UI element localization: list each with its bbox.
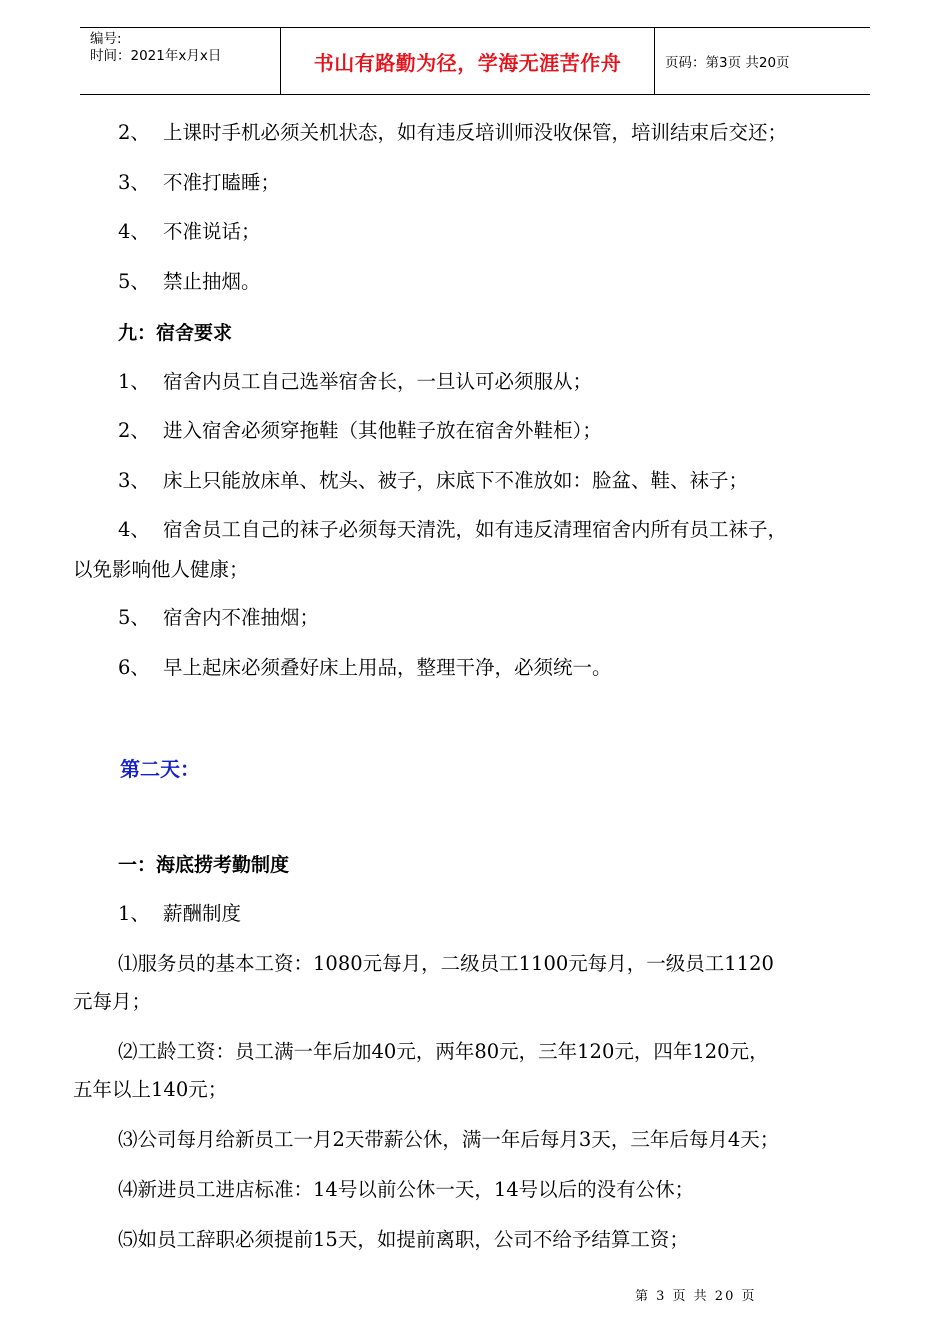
list-item	[118, 270, 261, 294]
code-label: 编号:	[90, 31, 122, 47]
item-number: 6、	[118, 656, 150, 679]
item-number: 1、	[118, 902, 150, 925]
header-page-info: 页码：第3页 共20页	[665, 55, 790, 71]
item-number: 3、	[118, 171, 150, 194]
section-heading-attendance: 一：海底捞考勤制度	[118, 854, 290, 876]
item-text: 不准打瞌睡；	[163, 171, 281, 194]
item-text: 进入宿舍必须穿拖鞋（其他鞋子放在宿舍外鞋柜）；	[163, 419, 602, 442]
list-item	[118, 902, 241, 926]
item-number: 5、	[118, 270, 150, 293]
day-heading: 第二天：	[120, 757, 200, 781]
item-text: 床上只能放床单、枕头、被子，床底下不准放如：脸盆、鞋、袜子；	[163, 469, 749, 492]
item-number: 4、	[118, 518, 150, 541]
item-continuation: 以免影响他人健康；	[73, 558, 249, 581]
paragraph-item: ⑸如员工辞职必须提前15天，如提前离职，公司不给予结算工资；	[118, 1228, 689, 1251]
list-item	[118, 469, 748, 493]
section-heading-dorm: 九：宿舍要求	[118, 322, 233, 344]
item-text: 禁止抽烟。	[163, 270, 261, 293]
list-item	[118, 220, 261, 244]
time-label: 时间：2021年x月x日	[90, 48, 222, 64]
header-meta	[80, 28, 281, 94]
item-text: 早上起床必须叠好床上用品，整理干净，必须统一。	[163, 656, 612, 679]
item-number: 1、	[118, 370, 150, 393]
list-item	[118, 171, 280, 195]
item-text: 宿舍内不准抽烟；	[163, 606, 320, 629]
item-text: 不准说话；	[163, 220, 261, 243]
list-item	[118, 121, 787, 145]
item-text: 薪酬制度	[163, 902, 242, 925]
item-text: 宿舍内员工自己选举宿舍长，一旦认可必须服从；	[163, 370, 593, 393]
paragraph-item: ⑷新进员工进店标准：14号以前公休一天，14号以后的没有公休；	[118, 1178, 695, 1201]
item-number: 2、	[118, 121, 150, 144]
list-item	[118, 370, 592, 394]
list-item	[118, 518, 787, 542]
item-text: 宿舍员工自己的袜子必须每天清洗，如有违反清理宿舍内所有员工袜子，	[163, 518, 788, 541]
list-item	[118, 606, 319, 630]
page-header	[80, 27, 870, 95]
paragraph-item: ⑶公司每月给新员工一月2天带薪公休，满一年后每月3天，三年后每月4天；	[118, 1128, 780, 1151]
page-footer: 第 3 页 共 20 页	[635, 1289, 757, 1304]
item-number: 5、	[118, 606, 150, 629]
item-text: 上课时手机必须关机状态，如有违反培训师没收保管，培训结束后交还；	[163, 121, 788, 144]
item-continuation: 元每月；	[73, 990, 152, 1013]
item-number: 2、	[118, 419, 150, 442]
list-item	[118, 419, 602, 443]
list-item	[118, 656, 612, 680]
paragraph-item: ⑵工龄工资：员工满一年后加40元，两年80元，三年120元，四年120元，	[118, 1040, 769, 1063]
header-motto: 书山有路勤为径，学海无涯苦作舟	[281, 28, 655, 94]
paragraph-item: ⑴服务员的基本工资：1080元每月，二级员工1100元每月，一级员工1120	[118, 952, 774, 975]
item-number: 4、	[118, 220, 150, 243]
item-number: 3、	[118, 469, 150, 492]
item-continuation: 五年以上140元；	[73, 1078, 228, 1101]
